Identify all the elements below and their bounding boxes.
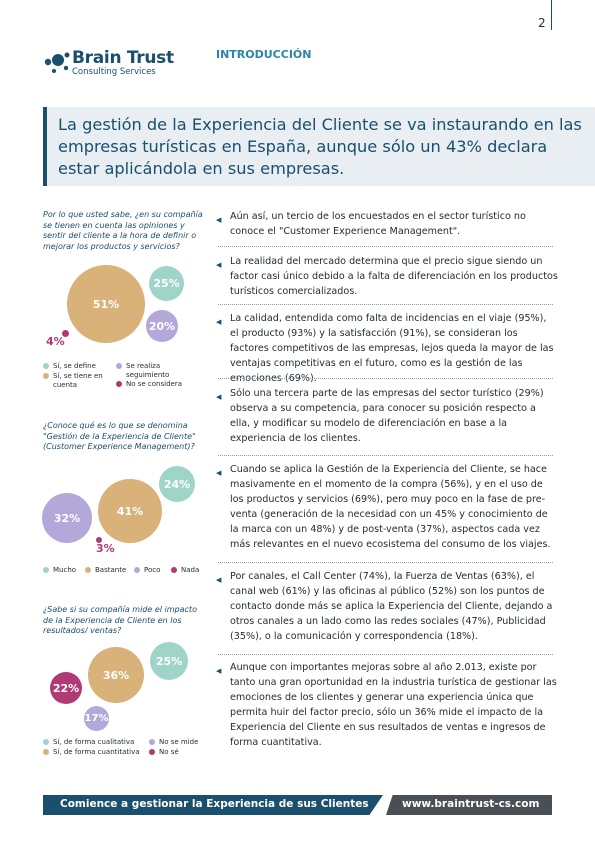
chart-3-bubble-b: 25% [150,642,188,680]
bullet-arrow-icon: ◀ [216,261,222,269]
bullet-arrow-icon: ◀ [216,576,222,584]
legend-dot [116,363,122,369]
separator [218,455,553,456]
legend-label: Sí, se define [53,362,96,370]
paragraph-4: ◀ Sólo una tercera parte de las empresas del sector turístico (29%) observa a su competencia, para conocer su posición respecto a ella, y modificar su modelo de diferenciación en base a la experiencia de los clientes. [216,388,544,444]
chart-2-bubble-c: 32% [42,493,92,543]
chart-2-bubble-a: 41% [98,479,162,543]
headline-accent-bar [43,107,47,186]
bullet-arrow-icon: ◀ [216,393,222,401]
legend-dot [43,739,49,745]
chart-3-bubble-d: 17% [84,706,109,731]
page-number: 2 [538,16,546,30]
chart-3-question: ¿Sabe si su compañía mide el impacto de la Experiencia de Cliente en los resultados/ ventas? [43,605,197,635]
legend-dot [149,749,155,755]
chart-1-bubble-a: 51% [67,265,145,343]
paragraph-7: ◀ Aunque con importantes mejoras sobre al año 2.013, existe por tanto una gran oportunidad en la industria turística de gestionar las emociones de los clientes y generar una experiencia única que permita huir del factor precio, sólo un 36% mide el impacto de la Experiencia del Cliente en sus resultados de ventas e ingresos de forma cuantitativa. [216,662,557,748]
chart-1-legend [43,362,213,392]
legend-label: Poco [144,566,161,574]
legend-dot [43,373,49,379]
chart-2-bubble-d-label: 3% [96,542,115,555]
legend-label: Sí, de forma cualitativa [53,738,135,746]
bullet-arrow-icon: ◀ [216,318,222,326]
page-number-rule [551,0,552,30]
chart-3-bubble-a: 36% [88,647,144,703]
bullet-arrow-icon: ◀ [216,469,222,477]
chart-2-legend [43,566,213,576]
chart-2-question: ¿Conoce qué es lo que se denomina "Gestión de la Experiencia de Cliente" (Customer Experience Management)? [43,421,196,451]
legend-dot [149,739,155,745]
chart-1-bubble-d-label: 4% [46,335,65,348]
separator [218,562,553,563]
legend-dot [43,749,49,755]
chart-2-bubble-b: 24% [159,466,195,502]
legend-label: No se considera [126,380,182,388]
separator [218,304,553,305]
legend-label: Mucho [53,566,77,574]
legend-dot [116,381,122,387]
chart-1-bubble-b: 25% [149,266,184,301]
brain-trust-logo-icon [42,50,72,76]
legend-dot [134,567,140,573]
separator [218,654,553,655]
chart-3-bubble-c: 22% [50,672,82,704]
legend-label: Se realiza seguimiento [126,362,170,379]
headline: La gestión de la Experiencia del Cliente se va instaurando en las empresas turísticas en España, aunque sólo un 43% declara estar aplicándola en sus empresas. [58,115,582,178]
footer-website-link[interactable]: www.braintrust-cs.com [402,798,540,810]
logo-brand: Brain Trust [72,48,174,68]
chart-1-question: Por lo que usted sabe, ¿en su compañía se tienen en cuenta las opiniones y sentir del cliente a la hora de definir o mejorar los productos y servicios? [43,210,203,251]
legend-label: Nada [181,566,200,574]
paragraph-2: ◀ La realidad del mercado determina que el precio sigue siendo un factor casi único debido a la falta de diferenciación en los productos turísticos comercializados. [216,256,558,297]
bullet-arrow-icon: ◀ [216,216,222,224]
legend-label: No sé [159,748,179,756]
legend-dot [43,567,49,573]
logo-subtitle: Consulting Services [72,67,156,77]
legend-dot [171,567,177,573]
separator [218,246,553,247]
legend-label: Sí, de forma cuantitativa [53,748,140,756]
paragraph-5: ◀ Cuando se aplica la Gestión de la Experiencia del Cliente, se hace masivamente en el momento de la compra (56%), y en el uso de los productos y servicios (69%), pero muy poco en la fase de pre-venta (generación de la necesidad con un 45% y conocimiento de la marca con un 48%) y de post-venta (37%), aspectos cada vez más relevantes en el nuevo ecosistema del consumo de los viajes. [216,464,551,550]
legend-dot [43,363,49,369]
legend-dot [85,567,91,573]
bullet-arrow-icon: ◀ [216,667,222,675]
legend-label: No se mide [159,738,199,746]
paragraph-3: ◀ La calidad, entendida como falta de incidencias en el viaje (95%), el producto (93%) y la satisfacción (91%), se consideran los factores competitivos de las empresas, lejos queda la mayor de las ventajas competitivas en el futuro, como es la gestión de las emociones (69%). [216,313,554,384]
section-title: INTRODUCCIÓN [216,48,312,61]
footer-tagline: Comience a gestionar la Experiencia de sus Clientes [60,798,369,810]
legend-label: Bastante [95,566,127,574]
paragraph-6: ◀ Por canales, el Call Center (74%), la Fuerza de Ventas (63%), el canal web (61%) y las oficinas al público (52%) son los puntos de contacto donde más se aplica la Experiencia del Cliente, dejando a otros canales a un lado como las redes sociales (47%), Publicidad (35%), o la comunicación y correspondencia (18%). [216,571,553,642]
legend-label: Sí, se tiene en cuenta [53,372,103,389]
chart-1-bubble-c: 20% [146,310,178,342]
paragraph-1: ◀ Aún así, un tercio de los encuestados en el sector turístico no conoce el "Customer Experience Management". [216,211,526,237]
chart-3-legend [43,738,213,758]
separator [218,378,553,379]
